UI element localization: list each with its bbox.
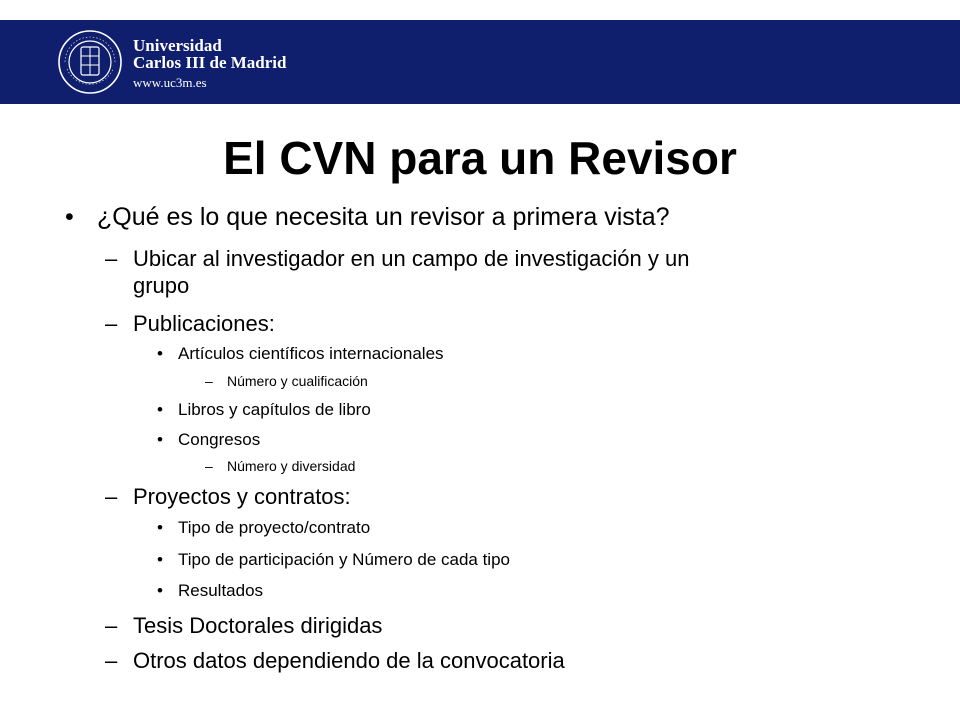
dash-marker: –	[105, 311, 118, 336]
locate-text-line1: Ubicar al investigador en un campo de investigación y un	[133, 246, 690, 271]
bullet-marker: •	[157, 518, 163, 537]
results-item: Resultados	[178, 581, 264, 600]
dash-marker: –	[105, 648, 118, 673]
articles-item: Artículos científicos internacionales	[178, 344, 444, 363]
congresses-detail: Número y diversidad	[227, 458, 356, 474]
university-name-line2: Carlos III de Madrid	[133, 53, 287, 72]
slide-title: El CVN para un Revisor	[223, 132, 737, 184]
bullet-marker: •	[157, 344, 163, 363]
articles-detail: Número y cualificación	[227, 373, 368, 389]
bullet-marker: •	[157, 550, 163, 569]
theses-item: Tesis Doctorales dirigidas	[133, 613, 383, 638]
bullet-marker: •	[157, 581, 163, 600]
locate-text-line2: grupo	[133, 273, 190, 298]
question-text: ¿Qué es lo que necesita un revisor a primera vista?	[97, 203, 670, 231]
other-data-item: Otros datos dependiendo de la convocatoria	[133, 648, 565, 673]
project-type-item: Tipo de proyecto/contrato	[178, 518, 371, 537]
dash-marker: –	[205, 458, 213, 474]
university-name-line1: Universidad	[133, 36, 222, 55]
dash-marker: –	[105, 613, 118, 638]
dash-marker: –	[205, 373, 213, 389]
publications-heading: Publicaciones:	[133, 311, 275, 336]
bullet-marker: •	[65, 203, 74, 231]
dash-marker: –	[105, 246, 118, 271]
university-website: www.uc3m.es	[133, 75, 207, 90]
books-item: Libros y capítulos de libro	[178, 400, 371, 419]
congresses-item: Congresos	[178, 430, 261, 449]
participation-type-item: Tipo de participación y Número de cada tipo	[178, 550, 510, 569]
projects-heading: Proyectos y contratos:	[133, 484, 351, 509]
bullet-marker: •	[157, 430, 163, 449]
bullet-marker: •	[157, 400, 163, 419]
dash-marker: –	[105, 484, 118, 509]
